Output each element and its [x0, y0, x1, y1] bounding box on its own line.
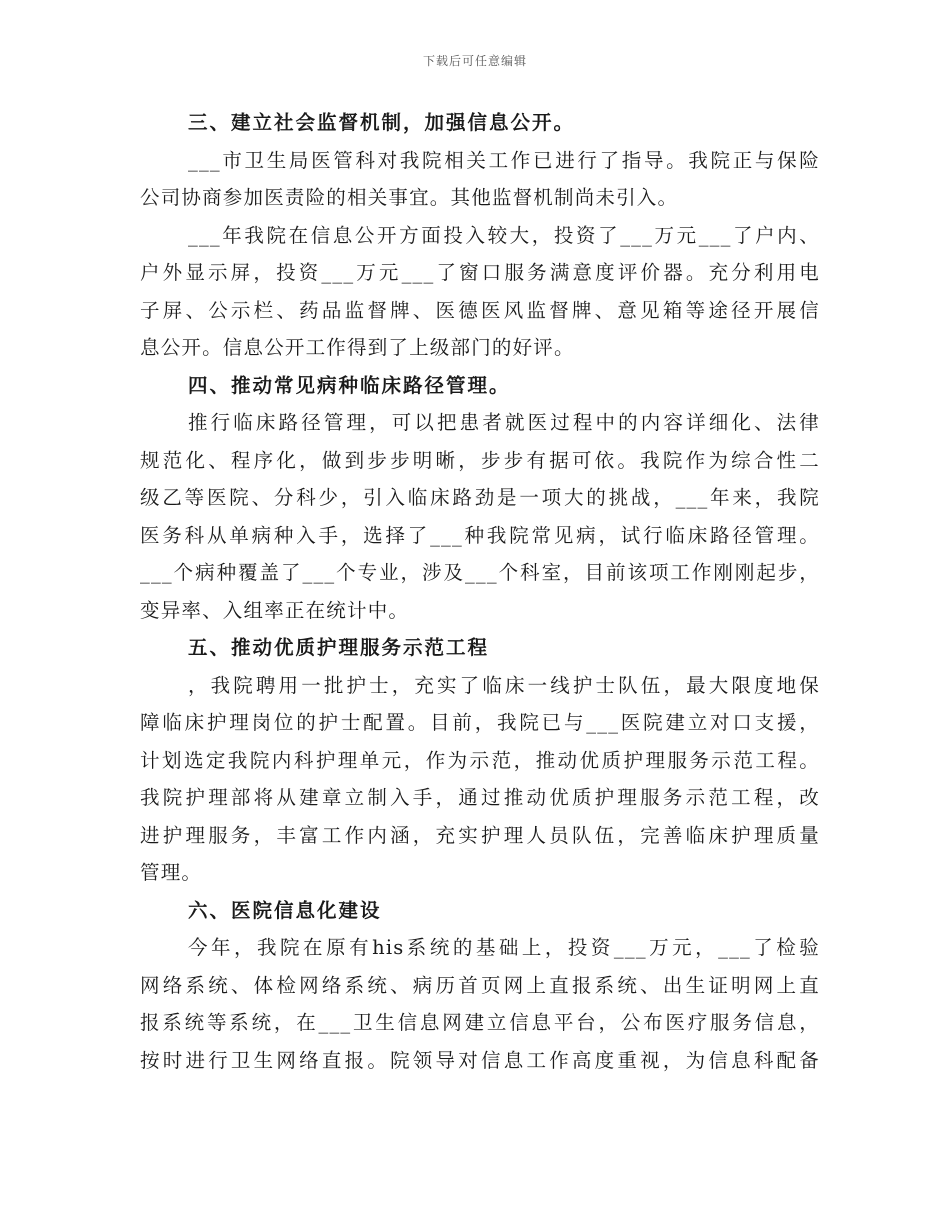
paragraph-line: 进护理服务，丰富工作内涵，充实护理人员队伍，完善临床护理质量 [140, 823, 820, 847]
paragraph-line: 户外显示屏，投资___万元___了窗口服务满意度评价器。充分利用电 [140, 261, 820, 284]
paragraph-line: 今年，我院在原有his系统的基础上，投资___万元，___了检验 [188, 936, 820, 959]
section-heading: 五、推动优质护理服务示范工程 [188, 636, 490, 659]
paragraph-line: 按时进行卫生网络直报。院领导对信息工作高度重视，为信息科配备 [140, 1048, 820, 1072]
paragraph-line: 子屏、公示栏、药品监督牌、医德医风监督牌、意见箱等途径开展信 [140, 298, 820, 322]
paragraph-line: 推行临床路径管理，可以把患者就医过程中的内容详细化、法律 [188, 411, 820, 434]
section-heading: 六、医院信息化建设 [188, 898, 382, 922]
paragraph-line: 公司协商参加医责险的相关事宜。其他监督机制尚未引入。 [140, 186, 679, 209]
paragraph-line: 我院护理部将从建章立制入手，通过推动优质护理服务示范工程，改 [140, 786, 820, 809]
paragraph-line: ，我院聘用一批护士，充实了临床一线护士队伍，最大限度地保 [188, 673, 820, 697]
paragraph-line: ___个病种覆盖了___个专业，涉及___个科室，目前该项工作刚刚起步， [140, 561, 820, 584]
document-body [140, 104, 820, 1079]
paragraph-line: 报系统等系统，在___卫生信息网建立信息平台，公布医疗服务信息， [140, 1011, 820, 1034]
paragraph-line: 网络系统、体检网络系统、病历首页网上直报系统、出生证明网上直 [140, 973, 820, 997]
paragraph-line: 管理。 [140, 861, 203, 884]
paragraph-line: 息公开。信息公开工作得到了上级部门的好评。 [140, 336, 575, 359]
paragraph-line: 医务科从单病种入手，选择了___种我院常见病，试行临床路径管理。 [140, 523, 820, 547]
section-heading: 四、推动常见病种临床路径管理。 [188, 373, 511, 397]
paragraph-line: 计划选定我院内科护理单元，作为示范，推动优质护理服务示范工程。 [140, 748, 820, 772]
page-header: 下载后可任意编辑 [422, 54, 527, 68]
paragraph-line: 级乙等医院、分科少，引入临床路劲是一项大的挑战，___年来，我院 [140, 486, 820, 509]
paragraph-line: ___年我院在信息公开方面投入较大，投资了___万元___了户内、 [188, 223, 820, 247]
paragraph-line: 障临床护理岗位的护士配置。目前，我院已与___医院建立对口支援， [140, 711, 820, 734]
paragraph-line: 变异率、入组率正在统计中。 [140, 598, 410, 622]
paragraph-line: 规范化、程序化，做到步步明晰，步步有据可依。我院作为综合性二 [140, 448, 820, 472]
paragraph-line: ___市卫生局医管科对我院相关工作已进行了指导。我院正与保险 [188, 148, 820, 172]
section-heading: 三、建立社会监督机制，加强信息公开。 [188, 111, 576, 134]
